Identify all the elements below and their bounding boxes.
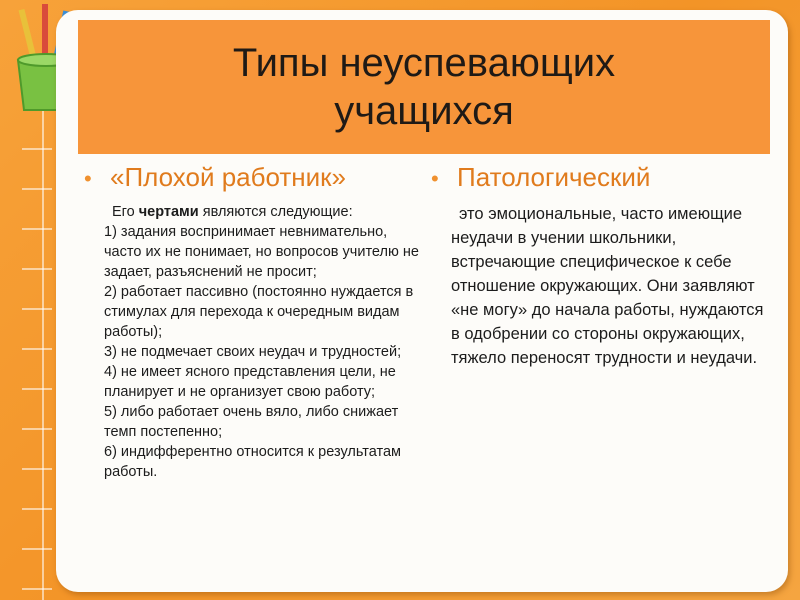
- intro-text-before: Его: [112, 204, 139, 220]
- right-heading-row: [431, 160, 771, 196]
- list-item: 6) индифферентно относится к результатам работы.: [104, 444, 402, 480]
- left-heading-row: [84, 160, 424, 196]
- left-heading: «Плохой работник»: [110, 162, 347, 192]
- list-item: 5) либо работает очень вяло, либо снижает темп постепенно;: [104, 404, 399, 440]
- right-body-text: это эмоциональные, часто имеющие неудачи в учении школьники, встречающие специфическое к себе отношение окружающих. Они заявляют «не могу» до начала работы, нуждаются в одобрении со стороны окружающих, тяжело переносят трудности и неудачи.: [451, 205, 764, 367]
- left-body: [104, 202, 424, 482]
- intro-text-after: являются следующие:: [198, 204, 353, 220]
- left-intro: [104, 202, 424, 222]
- bullet-dot-icon: •: [431, 166, 439, 191]
- list-item: 1) задания воспринимает невнимательно, часто их не понимает, но вопросов учителю не задает, разъяснений не просит;: [104, 224, 419, 280]
- intro-bold-word: чертами: [138, 204, 199, 220]
- title-band: [78, 20, 770, 154]
- list-item: 4) не имеет ясного представления цели, не планирует и не организует свою работу;: [104, 364, 396, 400]
- right-column: [431, 160, 771, 370]
- bullet-dot-icon: •: [84, 166, 92, 191]
- right-heading: Патологический: [457, 162, 651, 192]
- list-item: 3) не подмечает своих неудач и трудностей;: [104, 344, 402, 360]
- left-column: [84, 160, 424, 482]
- slide-title: Типы неуспевающих учащихся: [232, 41, 616, 133]
- right-body: [451, 202, 769, 370]
- content-card: [56, 10, 788, 592]
- list-item: 2) работает пассивно (постоянно нуждается в стимулах для перехода к очередным видам работы);: [104, 284, 414, 340]
- ruler-decoration: [22, 110, 52, 600]
